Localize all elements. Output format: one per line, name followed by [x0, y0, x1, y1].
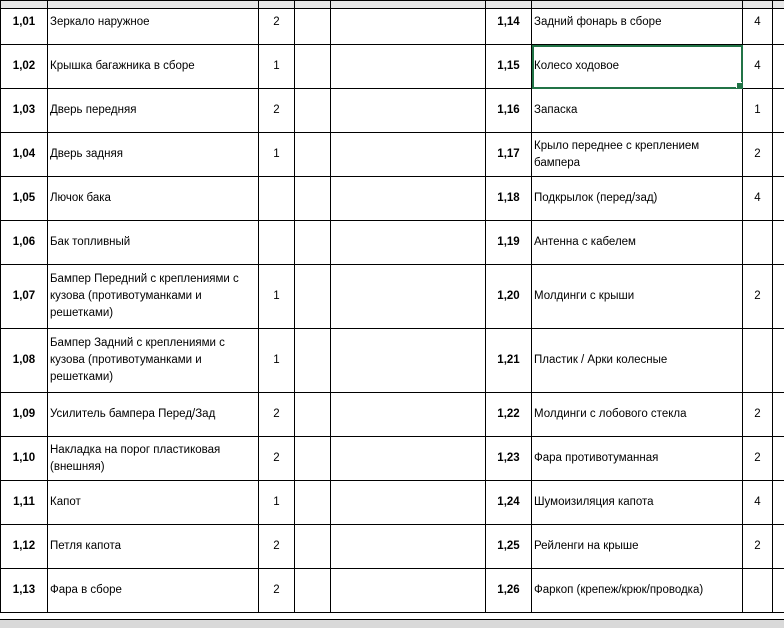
right-item-name[interactable]: Подкрылок (перед/зад): [532, 177, 743, 221]
empty-cell[interactable]: [295, 569, 331, 613]
right-item-name[interactable]: Крыло переднее с креплением бампера: [532, 133, 743, 177]
left-item-qty[interactable]: [259, 221, 295, 265]
right-item-name[interactable]: Фара противотуманная: [532, 437, 743, 481]
empty-cell[interactable]: [331, 481, 486, 525]
right-item-name[interactable]: Пластик / Арки колесные: [532, 329, 743, 393]
left-item-qty[interactable]: 2: [259, 89, 295, 133]
empty-cell[interactable]: [331, 525, 486, 569]
empty-cell[interactable]: [295, 265, 331, 329]
left-item-qty[interactable]: 1: [259, 265, 295, 329]
left-item-name[interactable]: Лючок бака: [48, 177, 259, 221]
empty-cell[interactable]: [331, 265, 486, 329]
empty-cell[interactable]: [331, 329, 486, 393]
left-item-name[interactable]: Бампер Задний с креплениями с кузова (противотуманками и решетками): [48, 329, 259, 393]
left-item-name[interactable]: Усилитель бампера Перед/Зад: [48, 393, 259, 437]
left-item-qty[interactable]: 1: [259, 133, 295, 177]
right-item-qty[interactable]: 1: [743, 89, 773, 133]
left-item-name[interactable]: Дверь задняя: [48, 133, 259, 177]
right-item-qty[interactable]: 2: [743, 525, 773, 569]
right-item-qty[interactable]: 4: [743, 1, 773, 45]
right-item-qty[interactable]: [743, 569, 773, 613]
empty-cell[interactable]: [295, 45, 331, 89]
right-item-number[interactable]: 1,26: [486, 569, 532, 613]
left-item-qty[interactable]: 1: [259, 329, 295, 393]
table-row: [1, 393, 784, 437]
left-item-number[interactable]: 1,02: [1, 45, 48, 89]
left-item-number[interactable]: 1,05: [1, 177, 48, 221]
table-row: [1, 221, 784, 265]
left-item-name[interactable]: Капот: [48, 481, 259, 525]
right-item-number[interactable]: 1,22: [486, 393, 532, 437]
left-item-name[interactable]: Накладка на порог пластиковая (внешняя): [48, 437, 259, 481]
right-item-qty[interactable]: 2: [743, 437, 773, 481]
empty-cell[interactable]: [773, 329, 784, 393]
empty-cell[interactable]: [331, 89, 486, 133]
empty-cell[interactable]: [773, 525, 784, 569]
right-item-number[interactable]: 1,23: [486, 437, 532, 481]
empty-cell[interactable]: [331, 45, 486, 89]
empty-cell[interactable]: [331, 133, 486, 177]
empty-cell[interactable]: [773, 45, 784, 89]
left-item-number[interactable]: 1,09: [1, 393, 48, 437]
empty-cell[interactable]: [773, 569, 784, 613]
empty-cell[interactable]: [331, 393, 486, 437]
left-item-qty[interactable]: 2: [259, 569, 295, 613]
empty-cell[interactable]: [295, 221, 331, 265]
right-item-number[interactable]: 1,20: [486, 265, 532, 329]
empty-cell[interactable]: [295, 1, 331, 45]
table-row: [1, 329, 784, 393]
right-item-number[interactable]: 1,21: [486, 329, 532, 393]
right-item-name[interactable]: Антенна с кабелем: [532, 221, 743, 265]
right-item-number[interactable]: 1,14: [486, 1, 532, 45]
empty-cell[interactable]: [773, 265, 784, 329]
left-item-name[interactable]: Бампер Передний с креплениями с кузова (противотуманками и решетками): [48, 265, 259, 329]
left-item-number[interactable]: 1,01: [1, 1, 48, 45]
left-item-qty[interactable]: 1: [259, 481, 295, 525]
right-item-name[interactable]: Молдинги с лобового стекла: [532, 393, 743, 437]
right-item-number[interactable]: 1,25: [486, 525, 532, 569]
empty-cell[interactable]: [773, 133, 784, 177]
left-item-number[interactable]: 1,03: [1, 89, 48, 133]
empty-cell[interactable]: [295, 177, 331, 221]
table-row: [1, 45, 784, 89]
empty-cell[interactable]: [331, 569, 486, 613]
right-item-number[interactable]: 1,15: [486, 45, 532, 89]
right-item-name[interactable]: Запаска: [532, 89, 743, 133]
right-item-number[interactable]: 1,24: [486, 481, 532, 525]
right-item-qty[interactable]: 2: [743, 393, 773, 437]
empty-cell[interactable]: [773, 221, 784, 265]
right-item-number[interactable]: 1,18: [486, 177, 532, 221]
table-row: [1, 177, 784, 221]
right-item-name[interactable]: Задний фонарь в сборе: [532, 1, 743, 45]
empty-cell[interactable]: [331, 437, 486, 481]
left-item-qty[interactable]: 2: [259, 437, 295, 481]
right-item-qty[interactable]: 2: [743, 265, 773, 329]
right-item-name[interactable]: Рейленги на крыше: [532, 525, 743, 569]
left-item-number[interactable]: 1,12: [1, 525, 48, 569]
table-row: [1, 569, 784, 613]
empty-cell[interactable]: [331, 221, 486, 265]
right-item-name[interactable]: Фаркоп (крепеж/крюк/проводка): [532, 569, 743, 613]
empty-cell[interactable]: [773, 437, 784, 481]
left-item-name[interactable]: Петля капота: [48, 525, 259, 569]
selected-cell[interactable]: Колесо ходовое: [532, 45, 743, 89]
empty-cell[interactable]: [295, 393, 331, 437]
empty-cell[interactable]: [295, 133, 331, 177]
left-item-number[interactable]: 1,10: [1, 437, 48, 481]
empty-cell[interactable]: [295, 329, 331, 393]
left-item-qty[interactable]: [259, 177, 295, 221]
left-item-name[interactable]: Фара в сборе: [48, 569, 259, 613]
right-item-qty[interactable]: [743, 221, 773, 265]
table-row: [1, 525, 784, 569]
fill-handle[interactable]: [736, 82, 743, 89]
empty-cell[interactable]: [773, 89, 784, 133]
table-row: [1, 437, 784, 481]
left-item-qty[interactable]: 2: [259, 393, 295, 437]
right-item-number[interactable]: 1,19: [486, 221, 532, 265]
left-item-qty[interactable]: 2: [259, 525, 295, 569]
right-item-qty[interactable]: 2: [743, 133, 773, 177]
left-item-number[interactable]: 1,07: [1, 265, 48, 329]
table-row: [1, 89, 784, 133]
left-item-number[interactable]: 1,06: [1, 221, 48, 265]
empty-cell[interactable]: [773, 177, 784, 221]
empty-cell[interactable]: [295, 437, 331, 481]
right-item-name[interactable]: Шумоизиляция капота: [532, 481, 743, 525]
table-row: [1, 481, 784, 525]
left-item-name[interactable]: Крышка багажника в сборе: [48, 45, 259, 89]
empty-cell[interactable]: [295, 481, 331, 525]
left-item-qty[interactable]: 1: [259, 45, 295, 89]
empty-cell[interactable]: [331, 177, 486, 221]
table-row: [1, 265, 784, 329]
empty-cell[interactable]: [773, 1, 784, 45]
empty-cell[interactable]: [773, 393, 784, 437]
table-row: [1, 1, 784, 45]
left-item-number[interactable]: 1,04: [1, 133, 48, 177]
right-item-qty[interactable]: 4: [743, 45, 773, 89]
empty-cell[interactable]: [295, 525, 331, 569]
empty-cell[interactable]: [331, 1, 486, 45]
right-item-qty[interactable]: 4: [743, 481, 773, 525]
empty-cell[interactable]: [295, 89, 331, 133]
left-item-name[interactable]: Дверь передняя: [48, 89, 259, 133]
right-item-qty[interactable]: [743, 329, 773, 393]
empty-cell[interactable]: [773, 481, 784, 525]
left-item-qty[interactable]: 2: [259, 1, 295, 45]
left-item-name[interactable]: Зеркало наружное: [48, 1, 259, 45]
left-item-number[interactable]: 1,13: [1, 569, 48, 613]
left-item-name[interactable]: Бак топливный: [48, 221, 259, 265]
right-item-name[interactable]: Молдинги с крыши: [532, 265, 743, 329]
right-item-qty[interactable]: 4: [743, 177, 773, 221]
right-item-number[interactable]: 1,16: [486, 89, 532, 133]
left-item-number[interactable]: 1,11: [1, 481, 48, 525]
left-item-number[interactable]: 1,08: [1, 329, 48, 393]
table-row: [1, 133, 784, 177]
right-item-number[interactable]: 1,17: [486, 133, 532, 177]
